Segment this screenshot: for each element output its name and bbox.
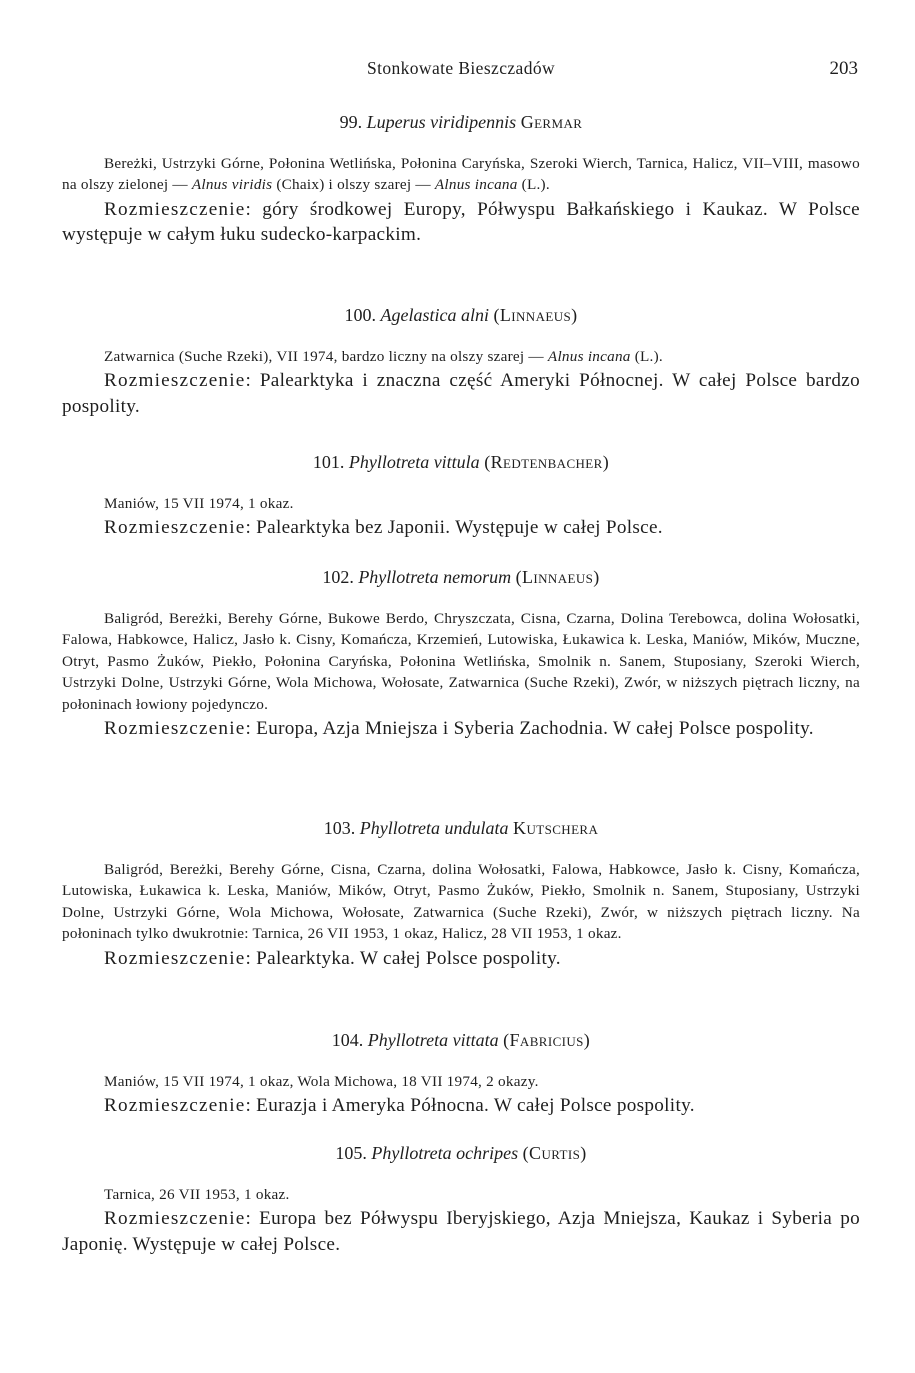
- species-name: Phyllotreta undulata: [359, 818, 509, 838]
- species-name: Phyllotreta vittula: [348, 452, 480, 472]
- host-plant: Alnus incana: [434, 176, 518, 194]
- distribution-label: Rozmieszczenie: [104, 1208, 246, 1230]
- host-plant: Alnus incana: [547, 348, 631, 365]
- distribution-label: Rozmieszczenie: [104, 198, 246, 220]
- locality-text: (L.).: [517, 176, 550, 194]
- locality-text: (L.).: [630, 348, 663, 365]
- host-plant: Alnus viridis: [191, 176, 273, 194]
- species-number: 104.: [331, 1030, 364, 1050]
- locality-records: Maniów, 15 VII 1974, 1 okaz.: [104, 495, 294, 512]
- distribution-label: Rozmieszczenie: [104, 1095, 246, 1117]
- species-heading: [62, 112, 860, 133]
- species-name: Luperus viridipennis: [366, 112, 517, 132]
- species-number: 102.: [322, 567, 354, 587]
- distribution-text: : Palearktyka i znaczna część Ameryki Północnej. W całej Polsce bardzo pospolity.: [62, 370, 860, 417]
- distribution-text: : Palearktyka. W całej Polsce pospolity.: [245, 947, 561, 969]
- species-author: Kutschera: [513, 818, 599, 838]
- distribution-text: : Palearktyka bez Japonii. Występuje w całej Polsce.: [245, 517, 663, 539]
- species-number: 101.: [312, 452, 345, 472]
- distribution-text: : Eurazja i Ameryka Północna. W całej Polsce pospolity.: [245, 1095, 695, 1117]
- distribution-note: [62, 368, 860, 419]
- locality-text: (Chaix) i olszy szarej —: [272, 176, 435, 194]
- species-number: 103.: [323, 818, 356, 838]
- locality-text: Zatwarnica (Suche Rzeki), VII 1974, bardzo liczny na olszy szarej —: [104, 348, 548, 365]
- distribution-label: Rozmieszczenie: [104, 370, 246, 392]
- species-heading: [62, 818, 860, 839]
- species-heading: [62, 1143, 860, 1164]
- species-heading: [62, 305, 860, 326]
- species-author: (Redtenbacher): [484, 452, 610, 472]
- species-name: Phyllotreta ochripes: [371, 1143, 519, 1163]
- locality-records: Baligród, Bereżki, Berehy Górne, Bukowe Berdo, Chryszczata, Cisna, Czarna, Dolina Terebowca, dolina Wołosatki, Falowa, Habkowce, Halicz, Jasło k. Cisny, Komańcza, Krzemień, Lutowiska, Łukawica k. Leska, Maniów, Mików, Muczne, Otryt, Pasmo Żuków, Piekło, Połonina Caryńska, Połonina Wetlińska, Smolnik n. Sanem, Stuposiany, Szeroki Wierch, Ustrzyki Dolne, Ustrzyki Górne, Wola Michowa, Wołosate, Zatwarnica (Suche Rzeki), Zwór, w niższych piętrach liczny, na połoninach łowiony pojedynczo.: [62, 610, 860, 713]
- distribution-note: [62, 1093, 860, 1119]
- distribution-label: Rozmieszczenie: [104, 947, 246, 969]
- distribution-label: Rozmieszczenie: [104, 517, 246, 539]
- species-entry-99: [62, 112, 860, 248]
- species-name: Agelastica alni: [380, 305, 489, 325]
- locality-records: Maniów, 15 VII 1974, 1 okaz, Wola Michowa, 18 VII 1974, 2 okazy.: [104, 1073, 539, 1090]
- species-entry-105: [62, 1143, 860, 1257]
- locality-records: [62, 346, 860, 367]
- species-entry-104: [62, 1030, 860, 1119]
- species-heading: [62, 1030, 860, 1051]
- running-title: Stonkowate Bieszczadów: [366, 58, 556, 78]
- species-author: Germar: [520, 112, 583, 132]
- species-name: Phyllotreta vittata: [367, 1030, 499, 1050]
- species-heading: [62, 452, 860, 473]
- species-entry-100: [62, 305, 860, 419]
- species-author: (Linnaeus): [515, 567, 600, 587]
- running-header: [62, 58, 860, 88]
- species-author: (Fabricius): [503, 1030, 591, 1050]
- species-number: 105.: [335, 1143, 367, 1163]
- distribution-label: Rozmieszczenie: [104, 718, 246, 740]
- distribution-note: [62, 515, 860, 541]
- distribution-text: : góry środkowej Europy, Półwyspu Bałkańskiego i Kaukaz. W Polsce występuje w całym łuku sudecko-karpackim.: [62, 198, 860, 246]
- species-author: (Curtis): [522, 1143, 587, 1163]
- distribution-note: [62, 716, 860, 742]
- distribution-note: [62, 946, 860, 972]
- locality-records: Baligród, Bereżki, Berehy Górne, Cisna, Czarna, dolina Wołosatki, Falowa, Habkowce, Jasło k. Cisny, Komańcza, Lutowiska, Łukawica k. Leska, Maniów, Mików, Otryt, Pasmo Żuków, Piekło, Smolnik n. Sanem, Stuposiany, Ustrzyki Dolne, Ustrzyki Górne, Wola Michowa, Wołosate, Zatwarnica (Suche Rzeki), Zwór, w niższych piętrach liczny. Na połoninach tylko dwukrotnie: Tarnica, 26 VII 1953, 1 okaz, Halicz, 28 VII 1953, 1 okaz.: [62, 861, 860, 943]
- page-number: 203: [829, 58, 858, 79]
- locality-records: [62, 153, 860, 196]
- species-entry-101: [62, 452, 860, 541]
- species-name: Phyllotreta nemorum: [358, 567, 512, 587]
- distribution-note: [62, 1206, 860, 1257]
- species-author: (Linnaeus): [493, 305, 578, 325]
- species-entry-103: [62, 818, 860, 971]
- distribution-note: [62, 197, 860, 248]
- distribution-text: : Europa bez Półwyspu Iberyjskiego, Azja Mniejsza, Kaukaz i Syberia po Japonię. Występuje w całej Polsce.: [62, 1208, 860, 1255]
- distribution-text: : Europa, Azja Mniejsza i Syberia Zachodnia. W całej Polsce pospolity.: [245, 718, 814, 740]
- species-heading: [62, 567, 860, 588]
- species-number: 99.: [339, 112, 363, 132]
- locality-text: Bereżki, Ustrzyki Górne, Połonina Wetlińska, Połonina Caryńska, Szeroki Wierch, Tarnica, Halicz, VII–VIII, masowo na olszy zielonej —: [62, 155, 860, 194]
- species-number: 100.: [344, 305, 376, 325]
- species-entry-102: [62, 567, 860, 742]
- locality-records: Tarnica, 26 VII 1953, 1 okaz.: [104, 1186, 290, 1203]
